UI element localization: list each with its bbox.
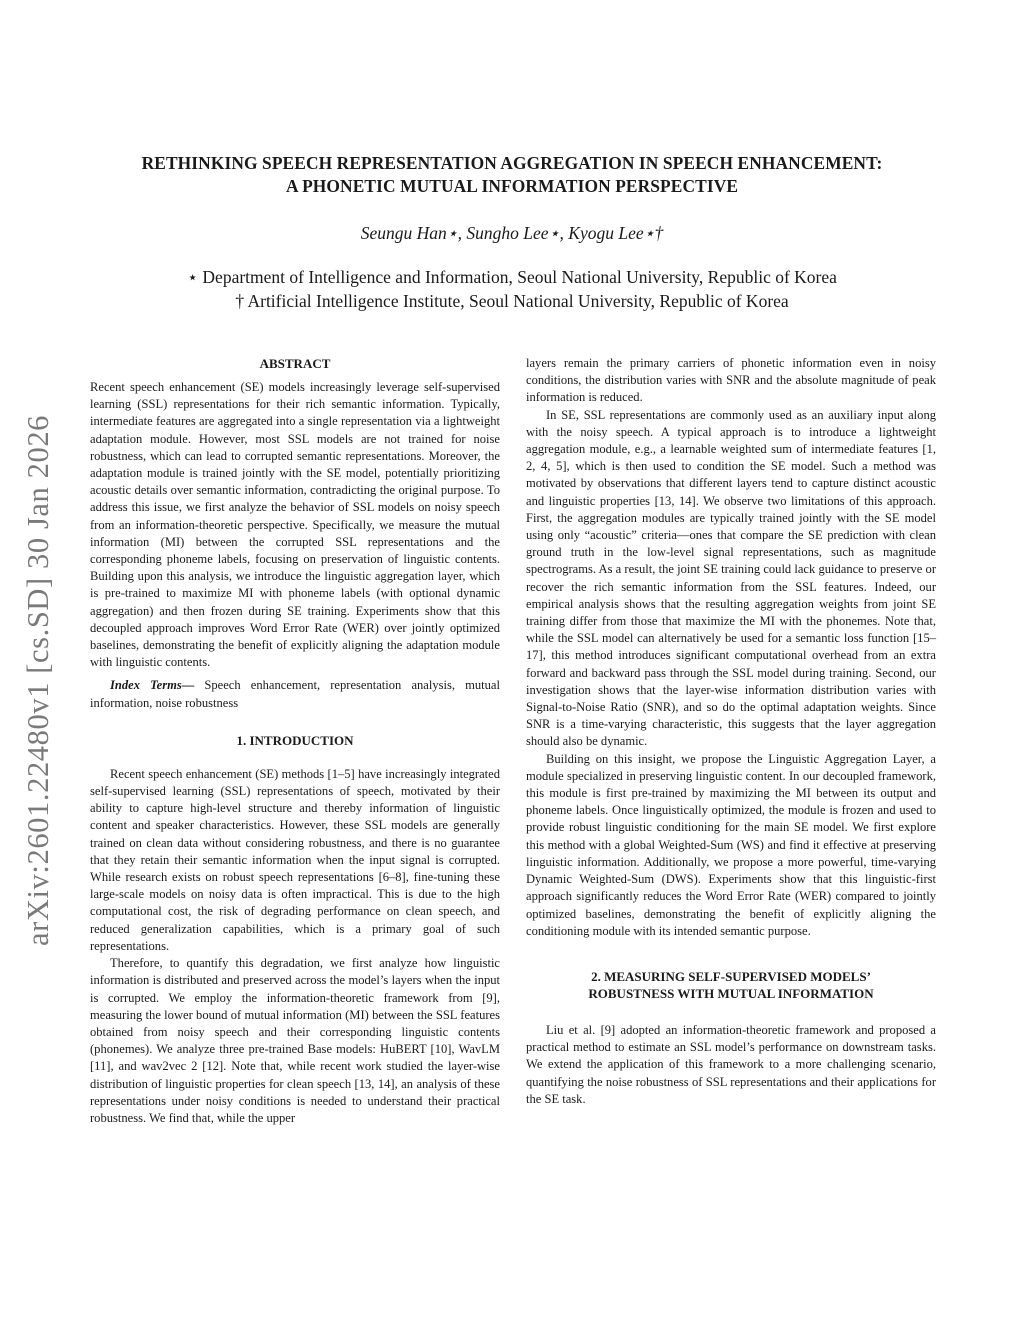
intro-paragraph-5: Building on this insight, we propose the Linguistic Aggregation Layer, a module specialized in preserving linguistic content. In our decoupled framework, this module is first pre-trained by maximizing the MI between its output and phoneme labels. Once linguistically optimized, the module is frozen and used to provide robust linguistic conditioning for the main SE model. We first explore this method with a global Weighted-Sum (WS) and find it effective at preserving linguistic information. Additionally, we propose a more powerful, time-varying Dynamic Weighted-Sum (DWS). Experiments show that this linguistic-first approach significantly reduces the Word Error Rate (WER) compared to jointly optimized baselines, demonstrating the benefit of explicitly aligning the conditioning module with its intended semantic purpose.: [526, 751, 936, 938]
left-column: [90, 355, 500, 1127]
section-2-heading-line-1: 2. MEASURING SELF-SUPERVISED MODELS’: [591, 968, 871, 984]
section-2-paragraph-1: Liu et al. [9] adopted an information-theoretic framework and proposed a practical method to estimate an SSL model’s performance on downstream tasks. We extend the application of this framework to a more challenging scenario, quantifying the noise robustness of SSL representations and their applications for the SE task.: [526, 1022, 936, 1106]
title-line-1: RETHINKING SPEECH REPRESENTATION AGGREGATION IN SPEECH ENHANCEMENT:: [141, 153, 883, 173]
abstract-heading: ABSTRACT: [259, 356, 331, 371]
title-line-2: A PHONETIC MUTUAL INFORMATION PERSPECTIVE: [285, 176, 739, 196]
author-list: Seungu Han⋆, Sungho Lee⋆, Kyogu Lee⋆†: [360, 223, 664, 243]
right-column: [526, 355, 936, 1108]
abstract-text: Recent speech enhancement (SE) models increasingly leverage self-supervised learning (SSL) representations for their rich semantic information. Typically, intermediate features are aggregated into a single representation via a lightweight adaptation module. However, most SSL models are not trained for noise robustness, which can lead to corrupted semantic representations. Moreover, the adaptation module is trained jointly with the SE model, potentially prioritizing acoustic details over semantic information, contradicting the original purpose. To address this issue, we first analyze the behavior of SSL models on noisy speech from an information-theoretic perspective. Specifically, we measure the mutual information (MI) between the corrupted SSL representations and the corresponding phoneme labels, focusing on preservation of linguistic contents. Building upon this analysis, we introduce the linguistic aggregation layer, which is pre-trained to maximize MI with phoneme labels (with optional dynamic aggregation) and then frozen during SE training. Experiments show that this decoupled approach improves Word Error Rate (WER) over jointly optimized baselines, demonstrating the benefit of explicitly aligning the adaptation module with linguistic contents.: [90, 380, 500, 670]
intro-paragraph-1: Recent speech enhancement (SE) methods [1–5] have increasingly integrated self-supervised learning (SSL) representations of speech, motivated by their ability to capture high-level structure and thereby information of linguistic content and speaker characteristics. However, these SSL models are generally trained on clean data without considering robustness, and there is no guarantee that they retain their semantic information when the input signal is corrupted. While research exists on robust speech representations [6–8], fine-tuning these large-scale models on noisy data is often impractical. This is due to the high computational cost, the risk of degrading performance on clean speech, and reduced generalization capabilities, which is a primary goal of such representations.: [90, 766, 500, 953]
intro-paragraph-2: Therefore, to quantify this degradation, we first analyze how linguistic information is distributed and preserved across the model’s layers when the input is corrupted. We employ the information-theoretic framework from [9], measuring the lower bound of mutual information (MI) between the SSL features obtained from noisy speech and their corresponding linguistic contents (phonemes). We analyze three pre-trained Base models: HuBERT [10], WavLM [11], and wav2vec 2 [12]. Note that, while recent work studied the layer-wise distribution of linguistic properties for clean speech [13, 14], an analysis of these representations under noisy conditions is needed to understand their practical robustness. We find that, while the upper: [90, 956, 500, 1125]
paper-title: [60, 152, 964, 198]
arxiv-identifier-text: arXiv:2601.22480v1 [cs.SD] 30 Jan 2026: [21, 414, 56, 946]
affiliation-1: ⋆ Department of Intelligence and Information, Seoul National University, Republic of Korea: [187, 267, 837, 287]
index-terms: [90, 677, 500, 711]
section-2-heading: [526, 968, 936, 1002]
introduction-heading: 1. INTRODUCTION: [236, 732, 354, 748]
index-terms-label: Index Terms—: [110, 678, 195, 693]
affiliations: [60, 265, 964, 313]
intro-paragraph-4: In SE, SSL representations are commonly used as an auxiliary input along with the noisy speech. A typical approach is to introduce a lightweight aggregation module, e.g., a learnable weighted sum of intermediate features [1, 2, 4, 5], which is then used to condition the SE model. Such a method was motivated by observations that different layers tend to capture distinct acoustic and linguistic properties [13, 14]. We observe two limitations of this approach. First, the aggregation modules are typically trained jointly with the SE model using only “acoustic” criteria—ones that compare the SE prediction with clean ground truth in the low-level signal representations, such as magnitude spectrograms. As a result, the joint SE training could lack guidance to preserve or recover the rich semantic information from the SSL features. Indeed, our empirical analysis shows that the resulting aggregation weights from joint SE training differ from those that maximize the MI with the phonemes. Note that, while the SSL model can alternatively be used for a semantic loss function [15–17], this method introduces significant computational overhead from an extra forward and backward pass through the SSL model during training. Second, our investigation shows that the layer-wise information distribution varies with Signal-to-Noise Ratio (SNR), and so do the optimal adaptation weights. Since SNR is a time-varying characteristic, this suggests that the layer aggregation should also be dynamic.: [526, 407, 936, 749]
section-2-heading-line-2: ROBUSTNESS WITH MUTUAL INFORMATION: [588, 985, 874, 1001]
arxiv-identifier-stamp: [14, 375, 64, 985]
index-terms-text: Speech enhancement, representation analysis, mutual information, noise robustness: [90, 678, 500, 710]
affiliation-2: † Artificial Intelligence Institute, Seoul National University, Republic of Korea: [235, 291, 789, 311]
intro-paragraph-3: layers remain the primary carriers of phonetic information even in noisy conditions, the distribution varies with SNR and the absolute magnitude of peak information is reduced.: [526, 356, 936, 405]
